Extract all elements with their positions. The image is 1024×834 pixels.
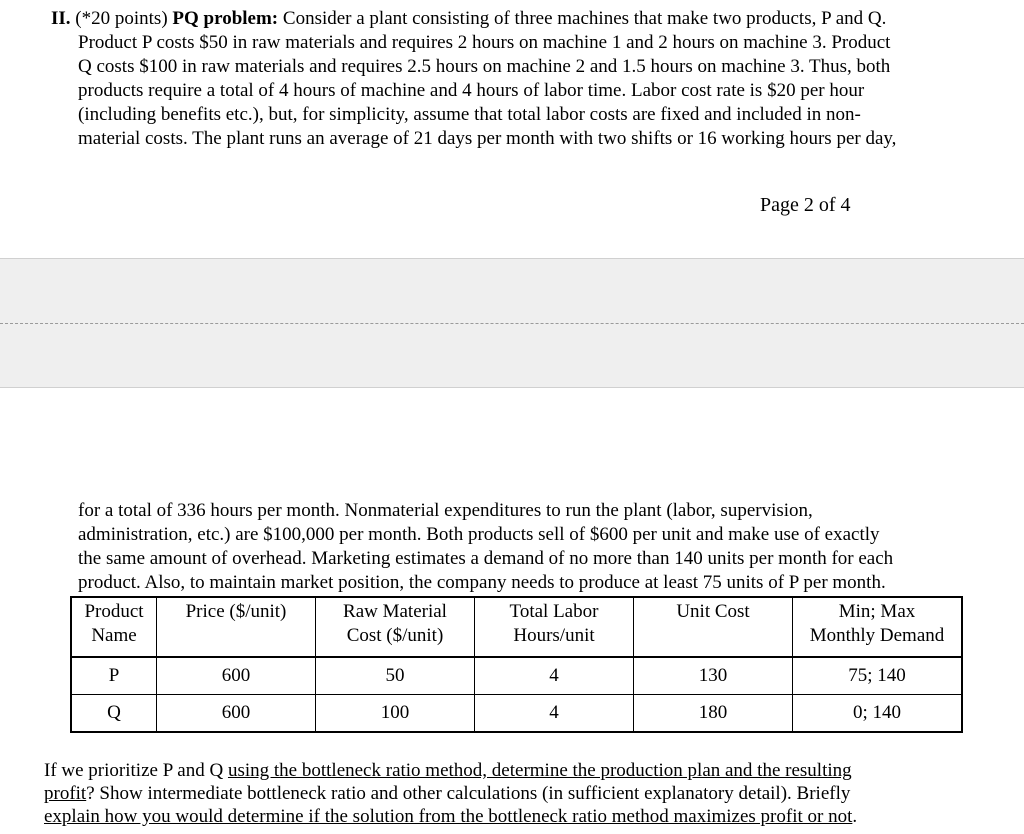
cell-labor-hours: 4	[475, 695, 634, 733]
cell-unit-cost: 180	[634, 695, 793, 733]
cell-raw-material: 100	[316, 695, 475, 733]
continuation-line-2: administration, etc.) are $100,000 per month. Both products sell of $600 per unit and make use of exactly	[78, 524, 880, 545]
continuation-line-4: product. Also, to maintain market position, the company needs to produce at least 75 units of P per month.	[78, 572, 886, 593]
table-row	[71, 695, 962, 733]
cell-demand: 0; 140	[793, 695, 963, 733]
cell-labor-hours: 4	[475, 657, 634, 695]
header-raw-material: Raw Material Cost ($/unit)	[316, 597, 475, 657]
cell-raw-material: 50	[316, 657, 475, 695]
header-unit-cost: Unit Cost	[634, 597, 793, 657]
cell-price: 600	[157, 657, 316, 695]
page-break-divider	[0, 323, 1024, 324]
header-product-name: Product Name	[71, 597, 157, 657]
table-row	[71, 657, 962, 695]
continuation-paragraph	[78, 499, 893, 595]
cell-product: Q	[71, 695, 157, 733]
problem-line-1: II. (*20 points) PQ problem: Consider a plant consisting of three machines that make two products, P and Q.	[51, 8, 887, 29]
cell-unit-cost: 130	[634, 657, 793, 695]
page-break-gap	[0, 258, 1024, 388]
question-line-2: profit? Show intermediate bottleneck ratio and other calculations (in sufficient explanatory detail). Briefly	[44, 783, 851, 804]
problem-line-5: (including benefits etc.), but, for simplicity, assume that total labor costs are fixed and included in non-	[78, 104, 861, 125]
header-labor-hours: Total Labor Hours/unit	[475, 597, 634, 657]
problem-statement	[51, 7, 896, 151]
product-table	[70, 596, 963, 733]
question-line-1: If we prioritize P and Q using the bottleneck ratio method, determine the production plan and the resulting	[44, 760, 852, 781]
question-line-3: explain how you would determine if the solution from the bottleneck ratio method maximizes profit or not.	[44, 806, 858, 827]
cell-product: P	[71, 657, 157, 695]
problem-line-2: Product P costs $50 in raw materials and requires 2 hours on machine 1 and 2 hours on machine 3. Product	[78, 32, 891, 53]
cell-price: 600	[157, 695, 316, 733]
header-price: Price ($/unit)	[157, 597, 316, 657]
problem-line-6: material costs. The plant runs an average of 21 days per month with two shifts or 16 working hours per day,	[78, 128, 897, 149]
page-number: Page 2 of 4	[760, 194, 851, 216]
problem-line-3: Q costs $100 in raw materials and requires 2.5 hours on machine 2 and 1.5 hours on machine 3. Thus, both	[78, 56, 891, 77]
cell-demand: 75; 140	[793, 657, 963, 695]
continuation-line-3: the same amount of overhead. Marketing estimates a demand of no more than 140 units per month for each	[78, 548, 894, 569]
table-header-row	[71, 597, 962, 657]
header-demand: Min; Max Monthly Demand	[793, 597, 963, 657]
question-paragraph	[44, 759, 857, 828]
continuation-line-1: for a total of 336 hours per month. Nonmaterial expenditures to run the plant (labor, supervision,	[78, 500, 813, 521]
problem-line-4: products require a total of 4 hours of machine and 4 hours of labor time. Labor cost rate is $20 per hour	[78, 80, 865, 101]
